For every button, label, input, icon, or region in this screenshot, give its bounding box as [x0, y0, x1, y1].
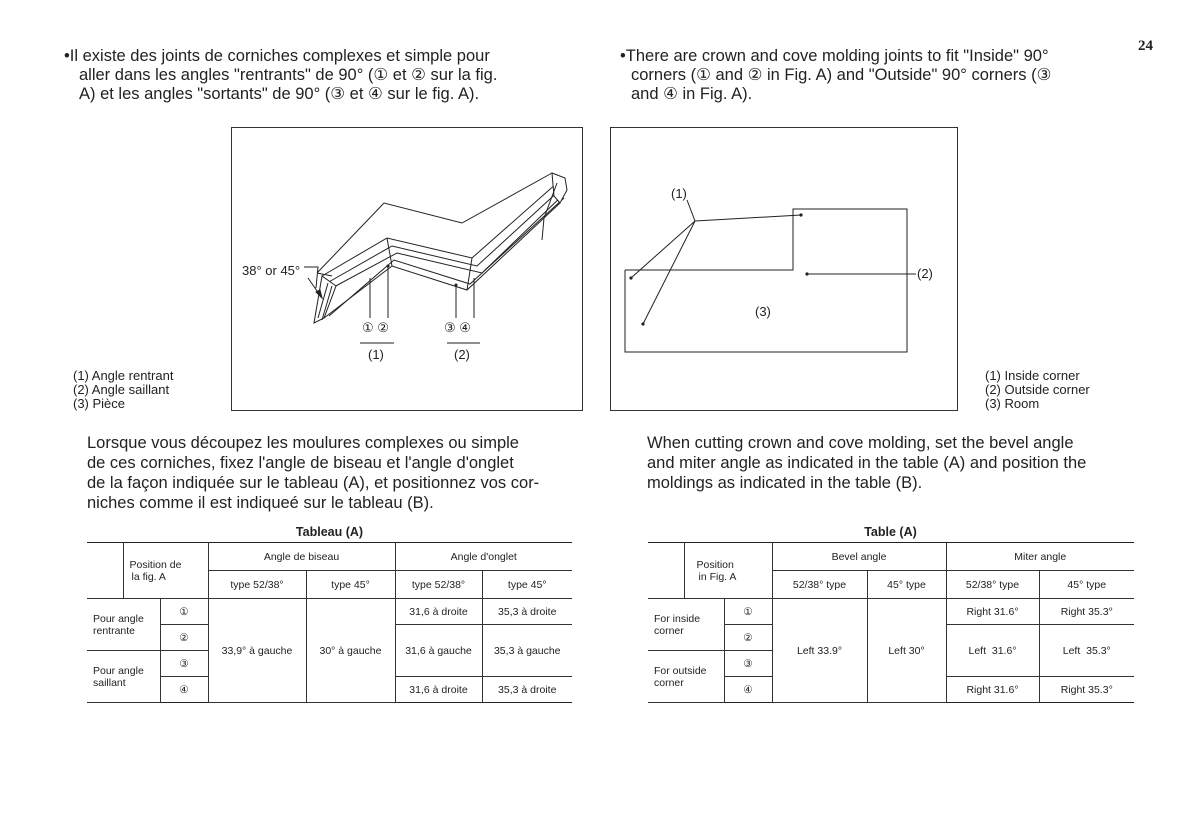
fr-paragraph-line: niches comme il est indiqueé sur le tableau (B). — [87, 494, 434, 512]
fr-table — [87, 542, 572, 703]
miter-value: 31,6 à gauche — [395, 625, 482, 677]
miter-value: Right 35.3° — [1039, 677, 1134, 703]
header-line: Position — [696, 558, 734, 571]
marks-outside: ③ ④ — [444, 320, 471, 335]
position-cell: ① — [724, 599, 772, 625]
legend-item: (1) Angle rentrant — [73, 368, 174, 383]
miter-value: Right 31.6° — [946, 677, 1039, 703]
group-outside — [87, 651, 160, 703]
label-outside-corner: (2) — [917, 266, 933, 281]
figure-molding — [231, 127, 583, 411]
type-a-header: type 52/38° — [208, 571, 306, 599]
miter-value: 35,3 à droite — [482, 677, 572, 703]
bevel-value: 30° à gauche — [306, 599, 395, 703]
group-line: rentrante — [93, 624, 136, 637]
group-line: corner — [654, 624, 684, 637]
empty-cell — [87, 543, 123, 599]
bevel-value: 33,9° à gauche — [208, 599, 306, 703]
legend-item: (1) Inside corner — [985, 368, 1080, 383]
legend-item: (2) Angle saillant — [73, 382, 170, 397]
miter-value: 35,3 à gauche — [482, 625, 572, 677]
bevel-header: Angle de biseau — [208, 543, 395, 571]
miter-header: Angle d'onglet — [395, 543, 572, 571]
fr-legend — [73, 369, 173, 411]
miter-header: Miter angle — [946, 543, 1134, 571]
figure-room — [610, 127, 958, 411]
position-cell: ③ — [724, 651, 772, 677]
group-line: For outside — [654, 664, 707, 677]
en-paragraph-line: and miter angle as indicated in the table (A) and position the — [647, 454, 1087, 472]
en-table — [648, 542, 1134, 703]
miter-value: 35,3 à droite — [482, 599, 572, 625]
empty-cell — [648, 543, 684, 599]
en-paragraph-line: moldings as indicated in the table (B). — [647, 474, 923, 492]
position-cell: ④ — [160, 677, 208, 703]
miter-value: Left 31.6° — [946, 625, 1039, 677]
en-intro-line: corners (① and ② in Fig. A) and "Outside" 90° corners (③ — [631, 66, 1052, 84]
position-header — [684, 543, 772, 599]
marks-inside: ① ② — [362, 320, 389, 335]
group-outside — [648, 651, 724, 703]
en-intro-line: and ④ in Fig. A). — [631, 85, 753, 103]
group-line: saillant — [93, 676, 126, 689]
miter-value: 31,6 à droite — [395, 677, 482, 703]
type-a-header: 52/38° type — [946, 571, 1039, 599]
header-line: la fig. A — [131, 570, 166, 583]
fr-intro-line: A) et les angles "sortants" de 90° (③ et ④ sur le fig. A). — [79, 85, 480, 103]
angle-label: 38° or 45° — [242, 263, 301, 278]
page-number: 24 — [1138, 38, 1153, 54]
fr-paragraph — [87, 433, 587, 513]
header-line: Position de — [129, 558, 182, 571]
type-a-header: 52/38° type — [772, 571, 867, 599]
position-cell: ① — [160, 599, 208, 625]
label-room: (3) — [755, 304, 771, 319]
miter-value: Left 35.3° — [1039, 625, 1134, 677]
group-inside — [648, 599, 724, 651]
position-cell: ④ — [724, 677, 772, 703]
fr-intro-line: •Il existe des joints de corniches complexes et simple pour — [64, 47, 490, 65]
type-b-header: 45° type — [867, 571, 946, 599]
miter-value: Right 35.3° — [1039, 599, 1134, 625]
label-outside: (2) — [454, 347, 470, 362]
bevel-value: Left 30° — [867, 599, 946, 703]
en-paragraph-line: When cutting crown and cove molding, set the bevel angle — [647, 434, 1074, 452]
type-b-header: type 45° — [306, 571, 395, 599]
position-cell: ② — [160, 625, 208, 651]
legend-item: (2) Outside corner — [985, 382, 1090, 397]
miter-value: 31,6 à droite — [395, 599, 482, 625]
fr-paragraph-line: de ces corniches, fixez l'angle de biseau et l'angle d'onglet — [87, 454, 514, 472]
group-line: corner — [654, 676, 684, 689]
label-inside-corner: (1) — [671, 186, 687, 201]
en-intro-line: •There are crown and cove molding joints to fit "Inside" 90° — [620, 47, 1049, 65]
type-b-header: type 45° — [482, 571, 572, 599]
en-paragraph — [647, 433, 1147, 493]
group-line: For inside — [654, 612, 701, 625]
position-cell: ② — [724, 625, 772, 651]
fr-intro-line: aller dans les angles "rentrants" de 90° (① et ② sur la fig. — [79, 66, 498, 84]
en-legend — [985, 369, 1090, 411]
type-b-header: 45° type — [1039, 571, 1134, 599]
fr-paragraph-line: Lorsque vous découpez les moulures complexes ou simple — [87, 434, 519, 452]
type-a-header: type 52/38° — [395, 571, 482, 599]
position-cell: ③ — [160, 651, 208, 677]
group-inside — [87, 599, 160, 651]
label-inside: (1) — [368, 347, 384, 362]
header-line: in Fig. A — [698, 570, 737, 583]
fr-paragraph-line: de la façon indiquée sur le tableau (A), et positionnez vos cor- — [87, 474, 540, 492]
room-drawing — [611, 128, 957, 410]
legend-item: (3) Room — [985, 396, 1040, 411]
group-line: Pour angle — [93, 664, 144, 677]
en-table-caption: Table (A) — [864, 525, 917, 539]
group-line: Pour angle — [93, 612, 144, 625]
en-intro — [620, 47, 1140, 104]
fr-intro — [64, 47, 584, 104]
miter-value: Right 31.6° — [946, 599, 1039, 625]
legend-item: (3) Pièce — [73, 396, 126, 411]
fr-table-caption: Tableau (A) — [295, 525, 364, 539]
bevel-value: Left 33.9° — [772, 599, 867, 703]
position-header — [123, 543, 208, 599]
bevel-header: Bevel angle — [772, 543, 946, 571]
